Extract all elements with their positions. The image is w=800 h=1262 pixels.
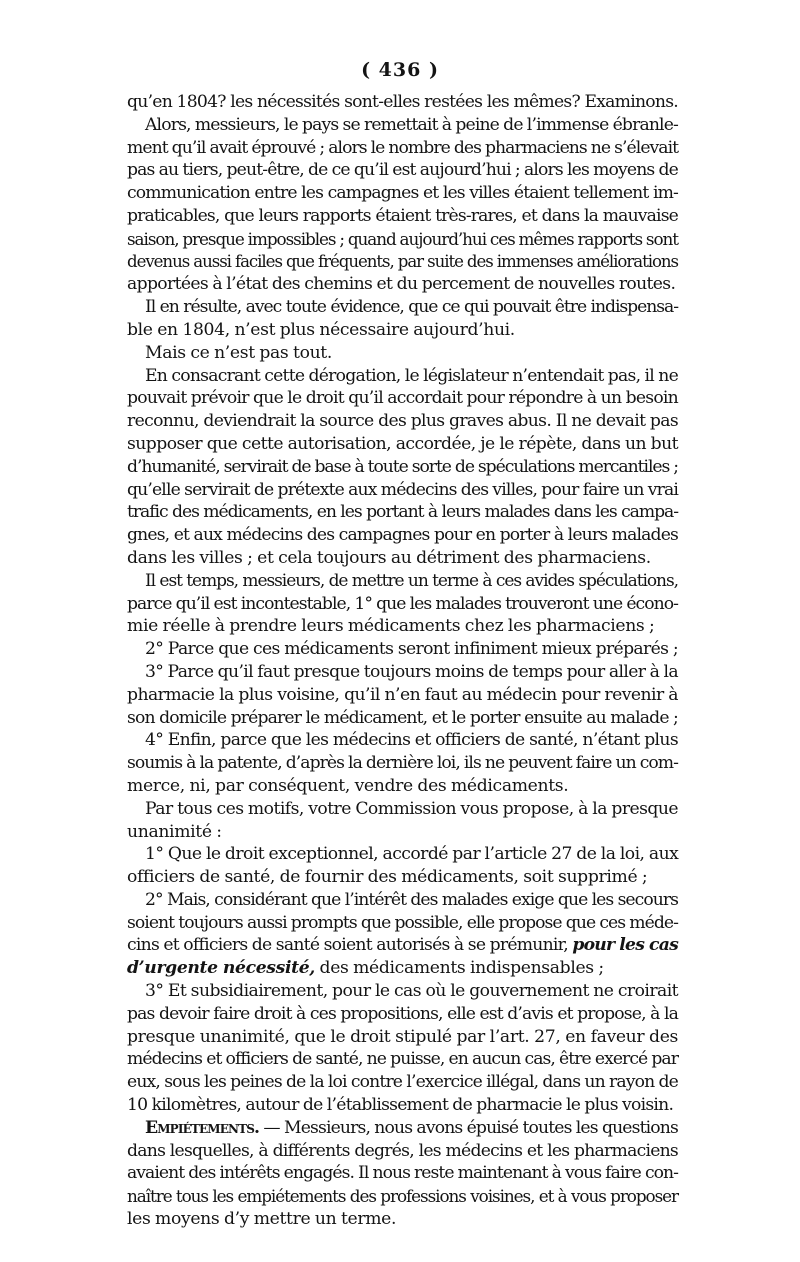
body-text (127, 91, 678, 1231)
text-line: unanimité : (127, 821, 222, 842)
text-line: ment qu’il avait éprouvé ; alors le nombre des pharmaciens ne s’élevait (127, 137, 679, 158)
text-line: Alors, messieurs, le pays se remettait à peine de l’immense ébranle- (145, 114, 678, 135)
text-line: pharmacie la plus voisine, qu’il n’en faut au médecin pour revenir à (127, 684, 678, 705)
text-line: Il en résulte, avec toute évidence, que ce qui pouvait être indispensa- (145, 297, 678, 318)
text-line: naître tous les empiétements des professions voisines, et à vous proposer (127, 1186, 678, 1207)
text-line: 1° Que le droit exceptionnel, accordé par l’article 27 de la loi, aux (145, 844, 679, 865)
text-line: qu’elle servirait de prétexte aux médecins des villes, pour faire un vrai (127, 479, 678, 500)
text-line: trafic des médicaments, en les portant à leurs malades dans les campa- (127, 502, 678, 523)
text-line: 3° Parce qu’il faut presque toujours moins de temps pour aller à la (145, 661, 678, 682)
text-line: 4° Enfin, parce que les médecins et officiers de santé, n’étant plus (145, 730, 678, 751)
text-line: Empiétements. — Messieurs, nous avons épuisé toutes les questions (145, 1117, 678, 1138)
page-number: ( 436 ) (361, 59, 439, 81)
text-line: reconnu, deviendrait la source des plus graves abus. Il ne devait pas (127, 411, 678, 432)
text-line: qu’en 1804? les nécessités sont-elles restées les mêmes? Examinons. (127, 92, 678, 112)
text-line: cins et officiers de santé soient autorisés à se prémunir, pour les cas (127, 935, 679, 956)
text-line: saison, presque impossibles ; quand aujourd’hui ces mêmes rapports sont (127, 228, 678, 249)
text-line: Mais ce n’est pas tout. (145, 342, 332, 363)
text-line: ble en 1804, n’est plus nécessaire aujourd’hui. (127, 319, 515, 340)
text-line: soumis à la patente, d’après la dernière loi, ils ne peuvent faire un com- (127, 753, 678, 774)
text-line: 2° Parce que ces médicaments seront infiniment mieux préparés ; (145, 639, 678, 660)
text-line: officiers de santé, de fournir des médicaments, soit supprimé ; (127, 867, 648, 888)
text-line: d’humanité, servirait de base à toute sorte de spéculations mercantiles ; (127, 456, 678, 477)
text-line: gnes, et aux médecins des campagnes pour en porter à leurs malades (127, 525, 678, 546)
emphasis-text: pour les cas (572, 935, 679, 956)
text-line: pas au tiers, peut-être, de ce qu’il est aujourd’hui ; alors les moyens de (127, 160, 678, 181)
text-line: dans les villes ; et cela toujours au détriment des pharmaciens. (127, 547, 651, 568)
text-line: merce, ni, par conséquent, vendre des médicaments. (127, 775, 569, 796)
text-line: les moyens d’y mettre un terme. (127, 1209, 397, 1230)
text-line: médecins et officiers de santé, ne puisse, en aucun cas, être exercé par (127, 1049, 678, 1070)
text-line: 3° Et subsidiairement, pour le cas où le gouvernement ne croirait (145, 981, 678, 1002)
emphasis-text: d’urgente nécessité, (127, 958, 315, 979)
text-line: eux, sous les peines de la loi contre l’exercice illégal, dans un rayon de (127, 1072, 678, 1093)
text-line: communication entre les campagnes et les villes étaient tellement im- (127, 183, 678, 204)
text-line: En consacrant cette dérogation, le législateur n’entendait pas, il ne (145, 365, 678, 386)
text-line: devenus aussi faciles que fréquents, par suite des immenses améliorations (127, 251, 678, 271)
text-line: d’urgente nécessité, des médicaments indispensables ; (127, 958, 604, 979)
text-line: pas devoir faire droit à ces propositions, elle est d’avis et propose, à la (127, 1003, 678, 1024)
section-heading: Empiétements. (145, 1117, 260, 1138)
text-line: praticables, que leurs rapports étaient très-rares, et dans la mauvaise (127, 205, 678, 226)
text-line: apportées à l’état des chemins et du percement de nouvelles routes. (127, 274, 676, 295)
text-line: Par tous ces motifs, votre Commission vous propose, à la presque (145, 798, 678, 819)
text-line: avaient des intérêts engagés. Il nous reste maintenant à vous faire con- (127, 1163, 678, 1184)
text-line: 10 kilomètres, autour de l’établissement de pharmacie le plus voisin. (127, 1095, 674, 1116)
text-line: dans lesquelles, à différents degrés, les médecins et les pharmaciens (127, 1140, 678, 1161)
text-line: parce qu’il est incontestable, 1° que les malades trouveront une écono- (127, 593, 678, 614)
text-line: presque unanimité, que le droit stipulé par l’art. 27, en faveur des (127, 1026, 678, 1047)
text-line: pouvait prévoir que le droit qu’il accordait pour répondre à un besoin (127, 388, 678, 409)
text-line: son domicile préparer le médicament, et le porter ensuite au malade ; (127, 707, 678, 728)
text-line: Il est temps, messieurs, de mettre un terme à ces avides spéculations, (145, 570, 678, 591)
text-line: 2° Mais, considérant que l’intérêt des malades exige que les secours (145, 889, 678, 910)
text-line: mie réelle à prendre leurs médicaments chez les pharmaciens ; (127, 616, 655, 637)
text-line: soient toujours aussi prompts que possible, elle propose que ces méde- (127, 912, 678, 933)
text-line: supposer que cette autorisation, accordée, je le répète, dans un but (127, 433, 678, 454)
